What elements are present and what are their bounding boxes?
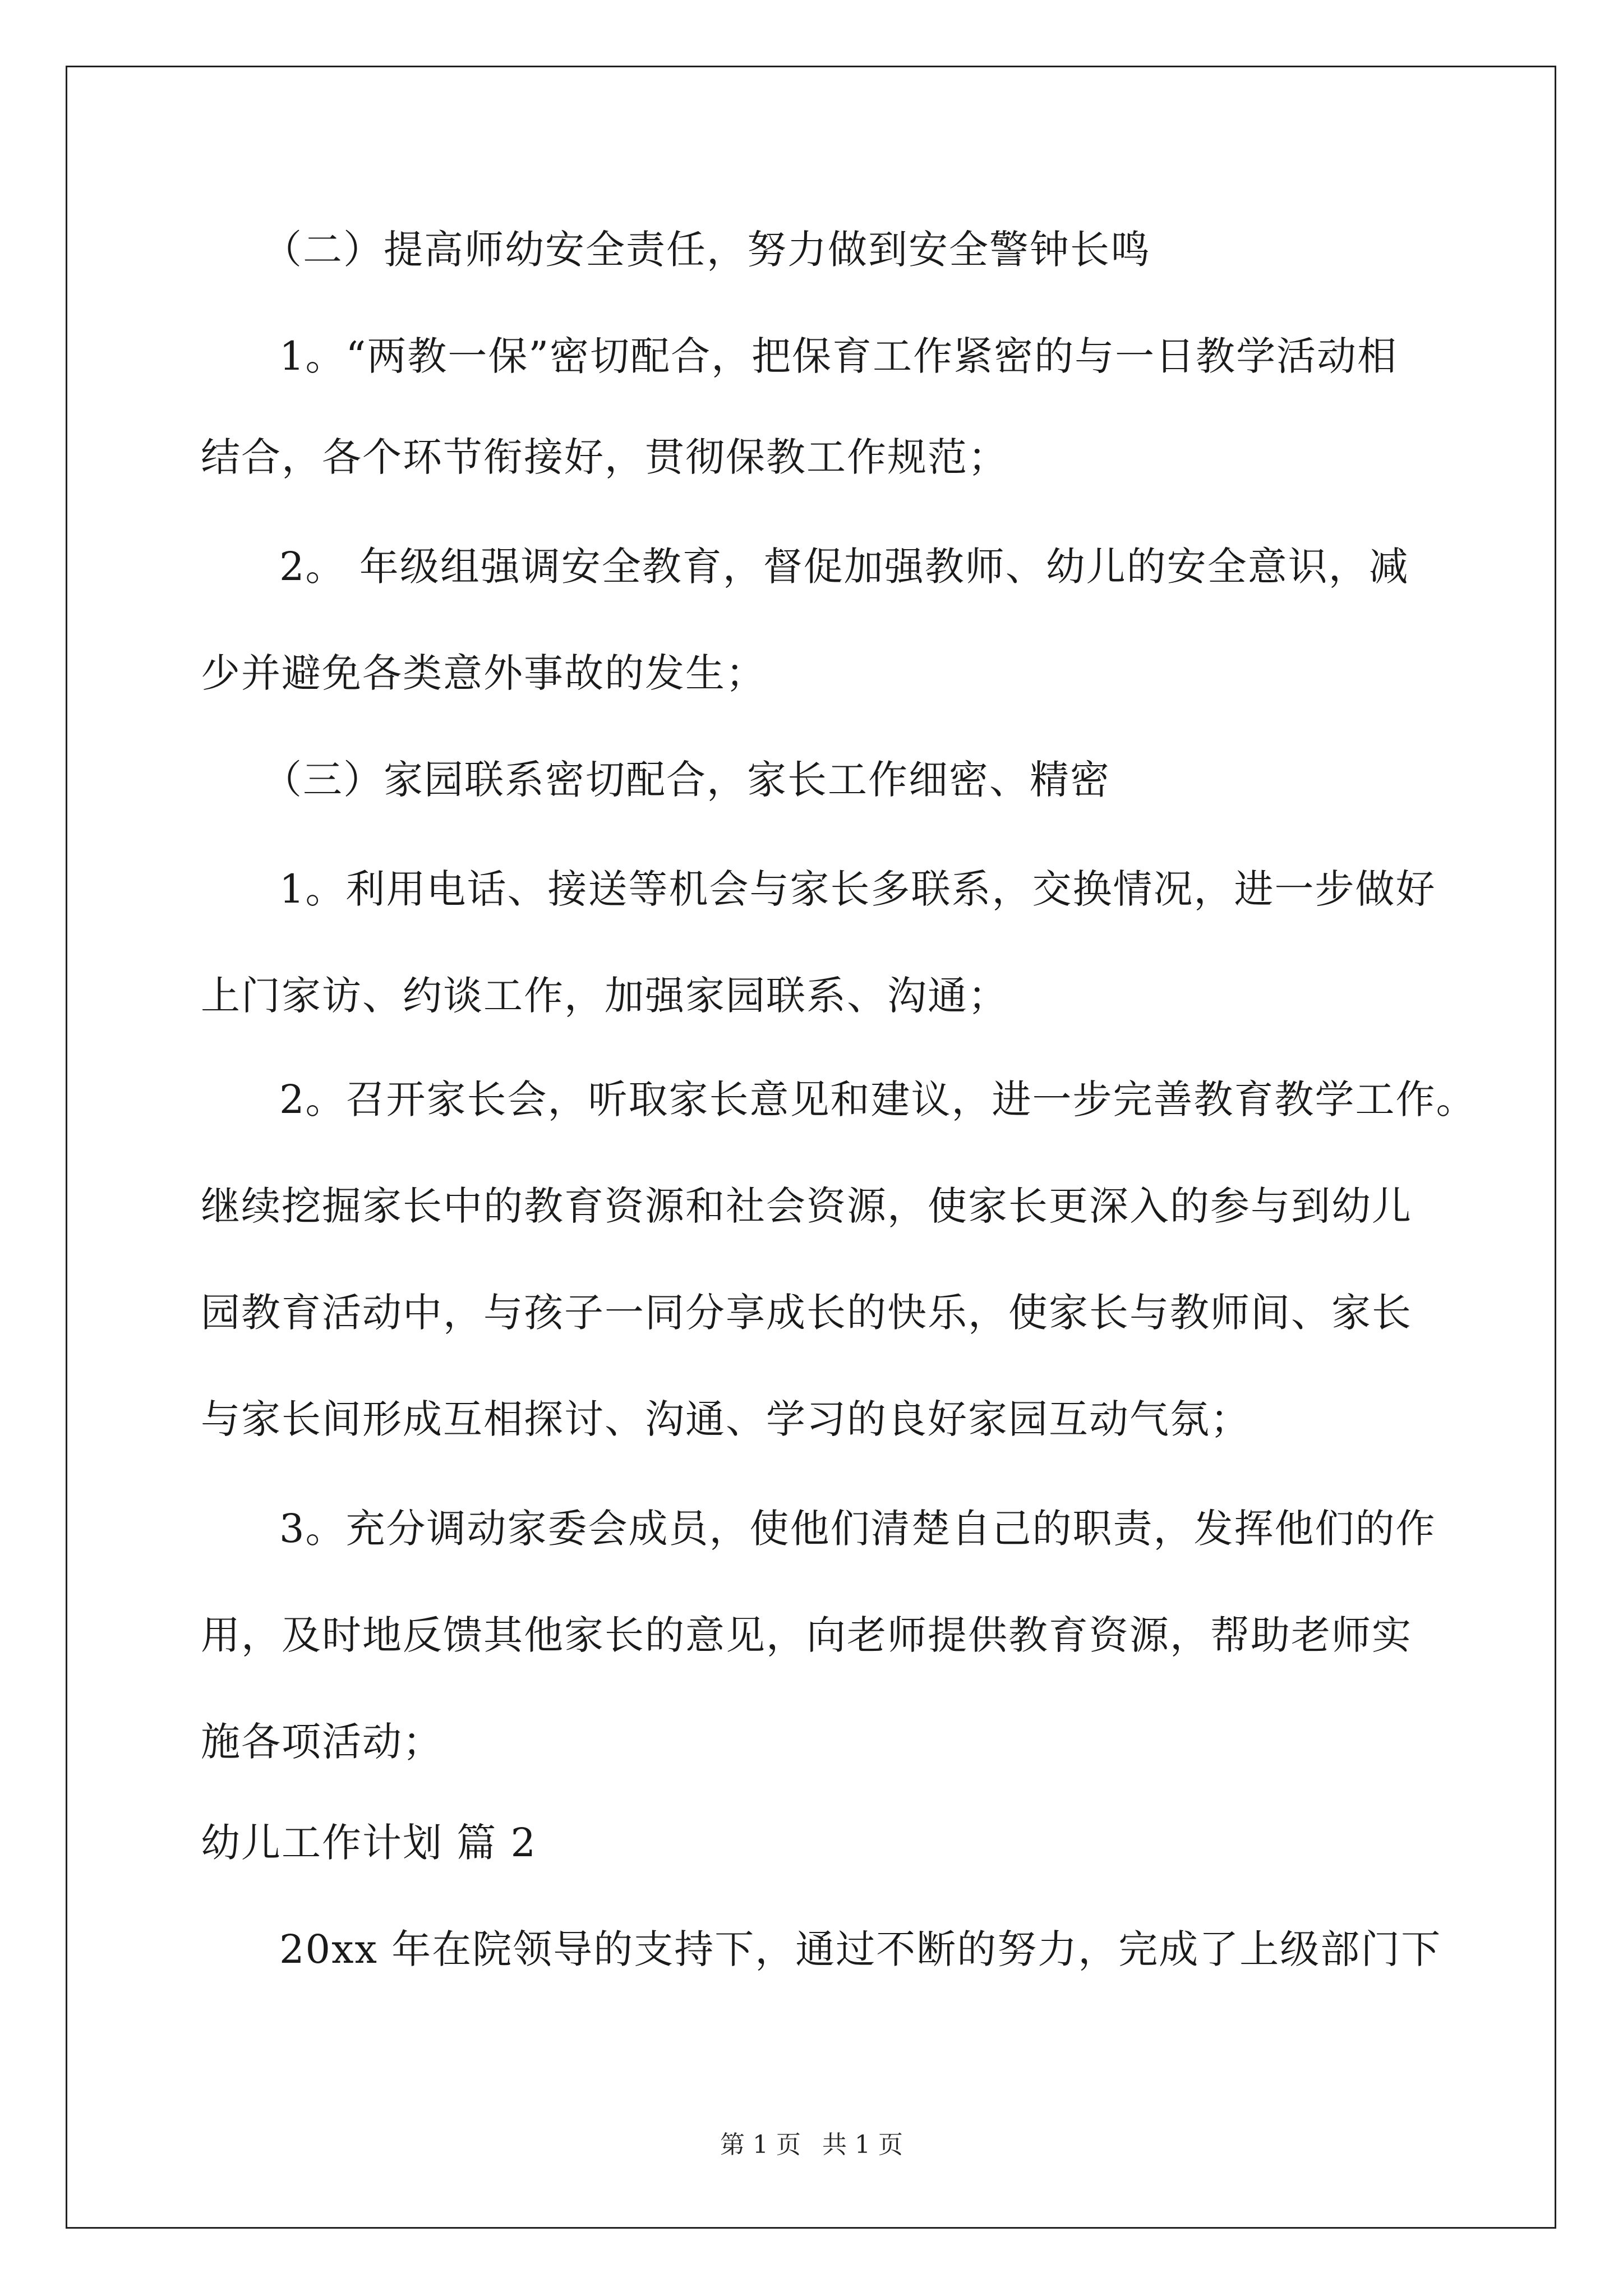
page-number: 第 1 页 bbox=[720, 2131, 801, 2159]
page-footer bbox=[0, 2128, 1623, 2162]
paragraph-line: 上门家访、约谈工作，加强家园联系、沟通； bbox=[201, 973, 1008, 1019]
paragraph-line: 1。利用电话、接送等机会与家长多联系，交换情况，进一步做好 bbox=[279, 866, 1436, 912]
paragraph-line: 园教育活动中，与孩子一同分享成长的快乐，使家长与教师间、家长 bbox=[201, 1290, 1412, 1336]
paragraph-line: 结合，各个环节衔接好，贯彻保教工作规范； bbox=[201, 434, 1008, 480]
page-total: 共 1 页 bbox=[822, 2131, 903, 2159]
page-border bbox=[66, 66, 1556, 2229]
paragraph-line: 施各项活动； bbox=[201, 1719, 443, 1765]
paragraph-line: 1。“两教一保”密切配合，把保育工作紧密的与一日教学活动相 bbox=[279, 333, 1398, 379]
paragraph-line: 2。 年级组强调安全教育，督促加强教师、幼儿的安全意识，减 bbox=[279, 544, 1409, 590]
section-heading: （二）提高师幼安全责任，努力做到安全警钟长鸣 bbox=[262, 227, 1151, 273]
document-title: 幼儿工作计划 篇 2 bbox=[201, 1820, 537, 1866]
paragraph-line: 2。召开家长会，听取家长意见和建议，进一步完善教育教学工作。 bbox=[279, 1076, 1477, 1122]
paragraph-line: 3。充分调动家委会成员，使他们清楚自己的职责，发挥他们的作 bbox=[279, 1506, 1436, 1552]
paragraph-line: 20xx 年在院领导的支持下，通过不断的努力，完成了上级部门下 bbox=[279, 1926, 1442, 1972]
paragraph-line: 与家长间形成互相探讨、沟通、学习的良好家园互动气氛； bbox=[201, 1396, 1251, 1442]
paragraph-line: 少并避免各类意外事故的发生； bbox=[201, 650, 766, 696]
section-heading: （三）家园联系密切配合，家长工作细密、精密 bbox=[262, 757, 1110, 803]
paragraph-line: 继续挖掘家长中的教育资源和社会资源，使家长更深入的参与到幼儿 bbox=[201, 1183, 1412, 1229]
paragraph-line: 用，及时地反馈其他家长的意见，向老师提供教育资源，帮助老师实 bbox=[201, 1612, 1412, 1658]
